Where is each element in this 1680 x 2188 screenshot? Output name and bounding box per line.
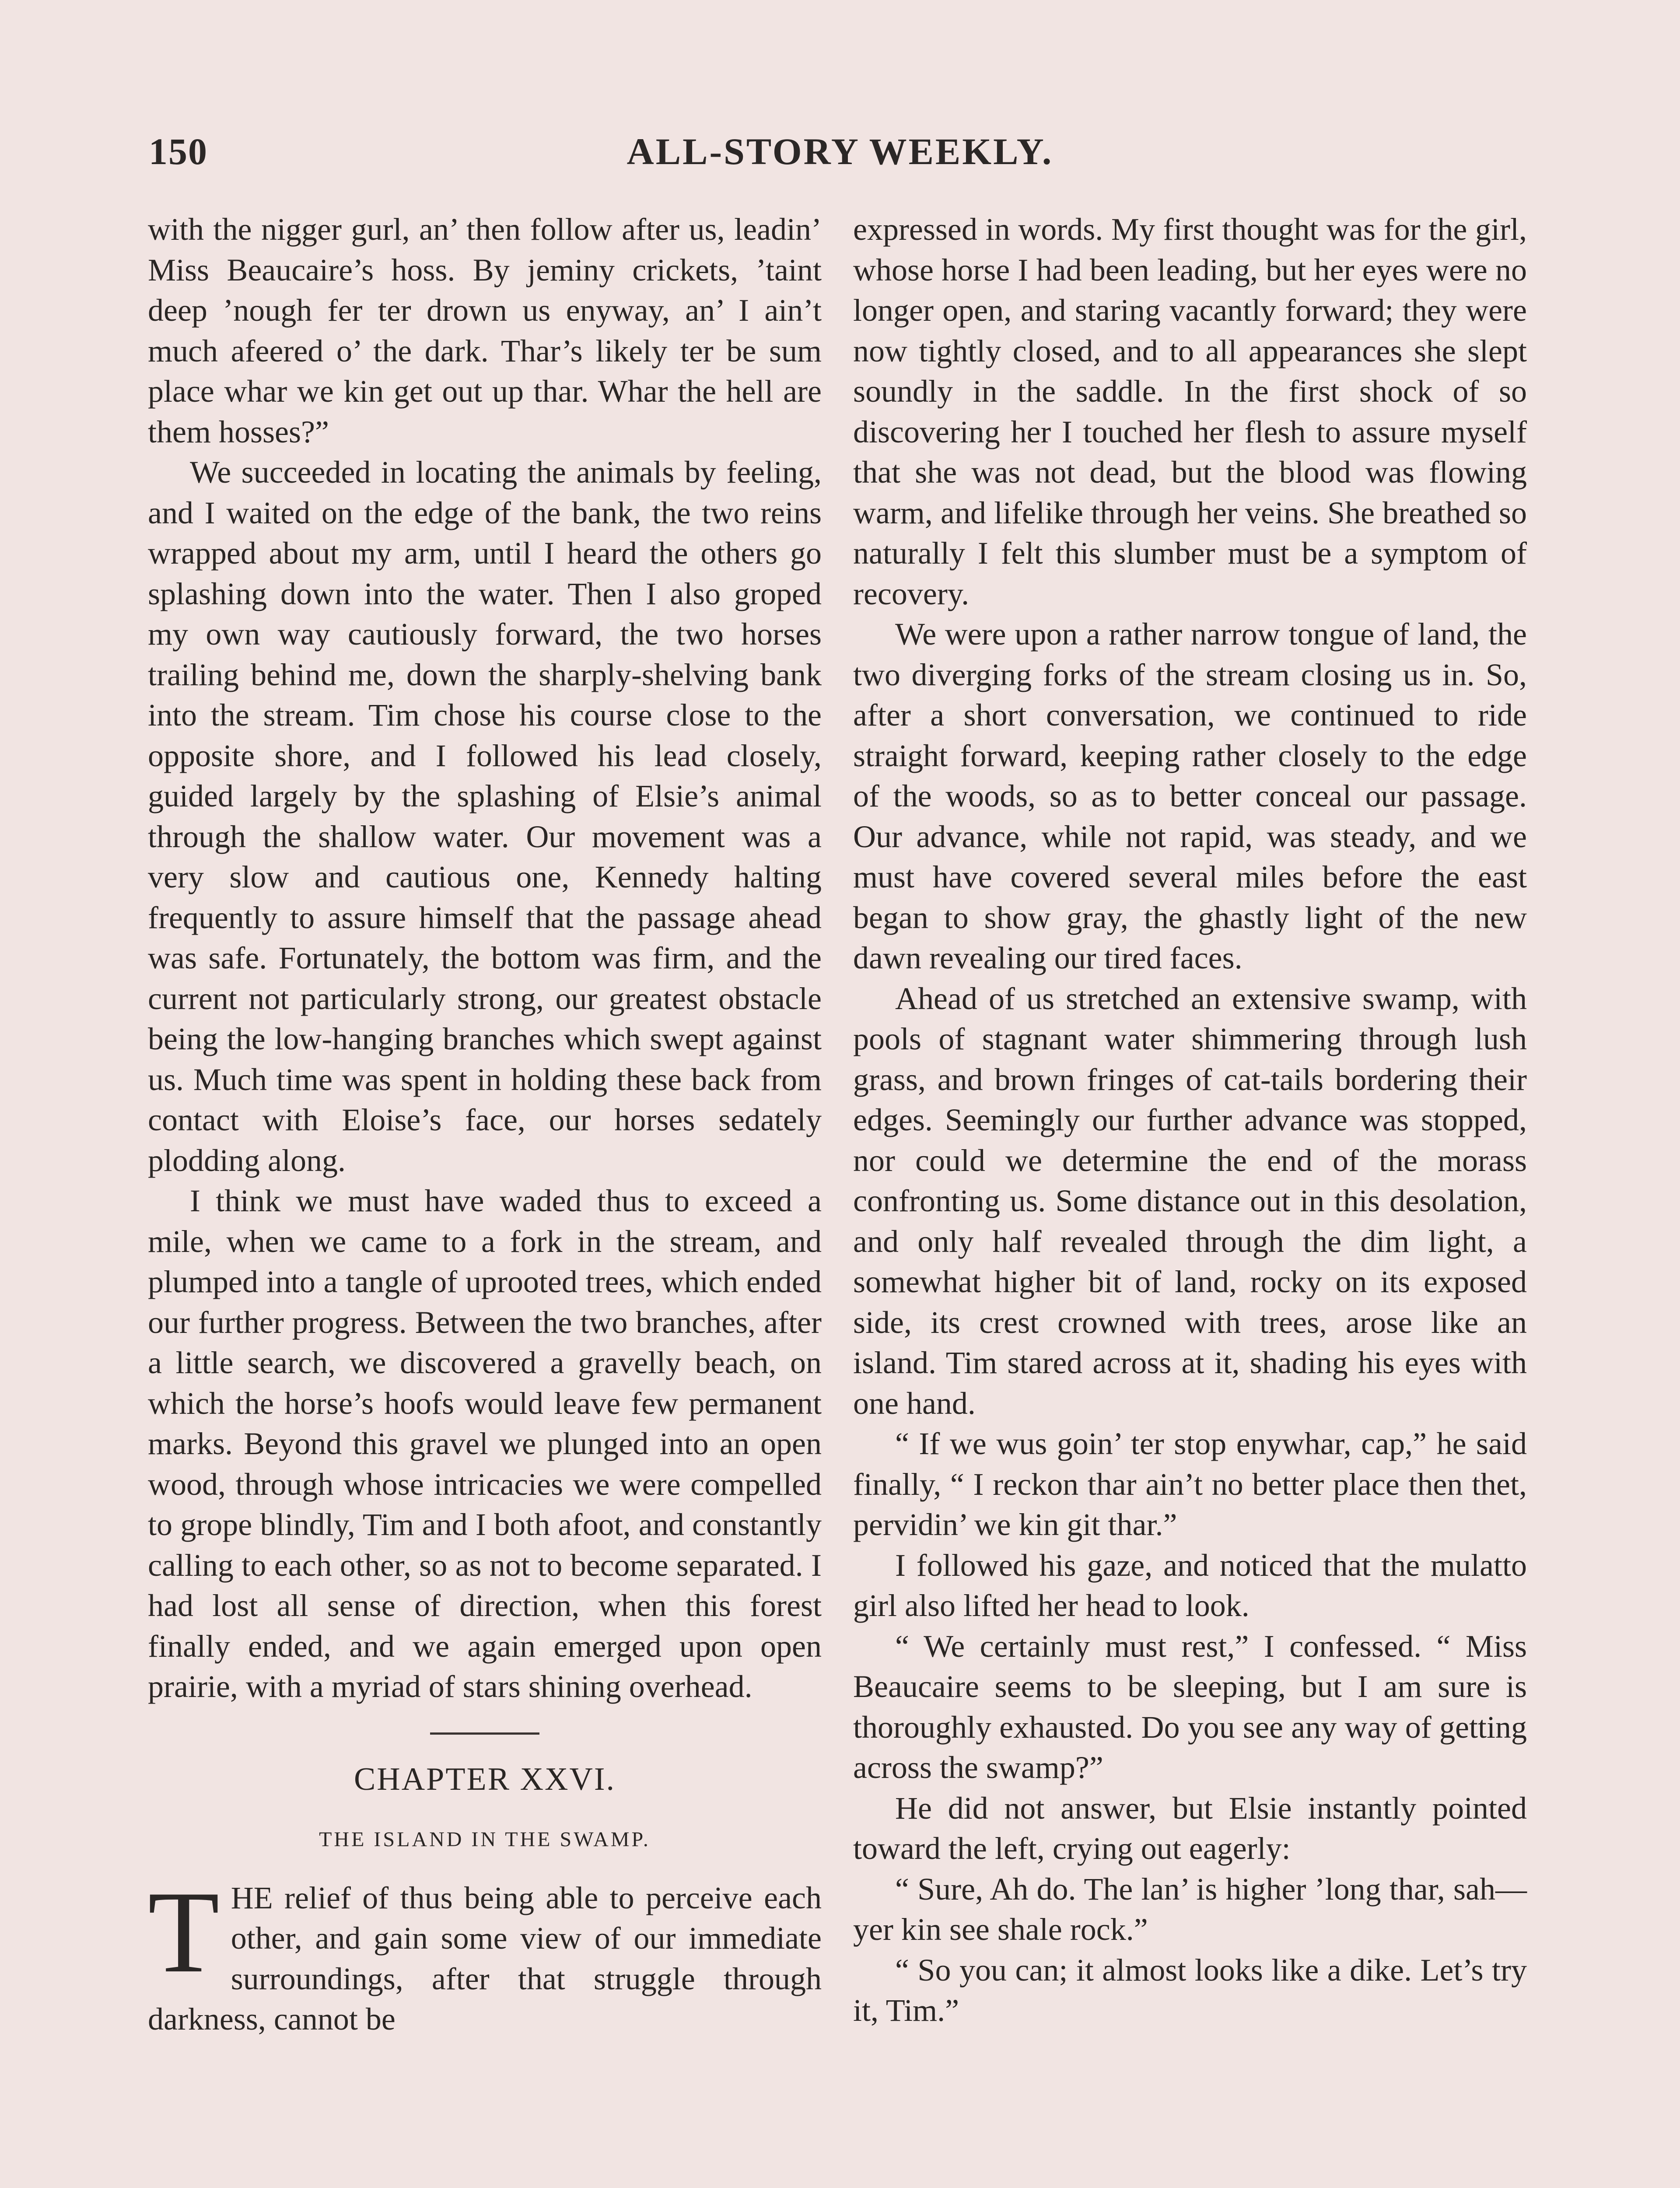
paragraph: I followed his gaze, and noticed that the mulatto girl also lifted her head to look. [853,1547,1527,1623]
chapter-opening-paragraph [148,1866,822,2040]
paragraph: “ We certainly must rest,” I confessed. “ Miss Beaucaire seems to be sleeping, but I am sure is thoroughly exhausted. Do you see any way of getting across the swamp?” [853,1628,1527,1785]
paragraph: Ahead of us stretched an extensive swamp, with pools of stagnant water shimmering through lush grass, and brown fringes of cat-tails bordering their edges. Seemingly our further advance was stopped, nor could we determine the end of the morass confronting us. Some distance out in this desolation, and only half revealed through the dim light, a somewhat higher bit of land, rocky on its exposed side, its crest crowned with trees, arose like an island. Tim stared across at it, shading his eyes with one hand. [853,981,1527,1421]
paragraph: We succeeded in locating the animals by feeling, and I waited on the edge of the bank, the two reins wrapped about my arm, until I heard the others go splashing down into the water. Then I also groped my own way cautiously forward, the two horses trailing behind me, down the sharply-shelving bank into the stream. Tim chose his course close to the opposite shore, and I followed his lead closely, guided largely by the splashing of Elsie’s animal through the shallow water. Our movement was a very slow and cautious one, Kennedy halting frequently to assure himself that the passage ahead was safe. Fortunately, the bottom was firm, and the current not particularly strong, our greatest obstacle being the low-hanging branches which swept against us. Much time was spent in holding these back from contact with Eloise’s face, our horses sedately plodding along. [148,455,822,1178]
page-header [149,130,1531,182]
paragraph: We were upon a rather narrow tongue of land, the two diverging forks of the stream closing us in. So, after a short conversation, we continued to ride straight forward, keeping rather closely to the edge of the woods, so as to better conceal our passage. Our advance, while not rapid, was steady, and we must have covered several miles before the east began to show gray, the ghastly light of the new dawn revealing our tired faces. [853,617,1527,975]
running-head: ALL-STORY WEEKLY. [626,130,1054,172]
left-column [148,209,822,2040]
chapter-subtitle: THE ISLAND IN THE SWAMP. [319,1828,651,1851]
paragraph: “ Sure, Ah do. The lan’ is higher ’long thar, sah—yer kin see shale rock.” [853,1871,1527,1947]
paragraph: expressed in words. My first thought was for the girl, whose horse I had been leading, but her eyes were no longer open, and staring vacantly forward; they were now tightly closed, and to all appearances she slept soundly in the saddle. In the first shock of so discovering her I touched her flesh to assure myself that she was not dead, but the blood was flowing warm, and lifelike through her veins. She breathed so naturally I felt this slumber must be a symptom of recovery. [853,212,1527,611]
chapter-heading: CHAPTER XXVI. [354,1761,616,1797]
right-column [853,209,1527,2031]
chapter-opening-text: HE relief of thus being able to perceive each other, and gain some view of our immediate surroundings, after that struggle through darkness, cannot be [148,1880,822,2037]
paragraph: “ If we wus goin’ ter stop enywhar, cap,” he said finally, “ I reckon thar ain’t no better place then thet, pervidin’ we kin git thar.” [853,1426,1527,1542]
page-number: 150 [149,130,208,172]
paragraph: I think we must have waded thus to exceed a mile, when we came to a fork in the stream, and plumped into a tangle of uprooted trees, which ended our further progress. Between the two branches, after a little search, we discovered a gravelly beach, on which the horse’s hoofs would leave few permanent marks. Beyond this gravel we plunged into an open wood, through whose intricacies we were compelled to grope blindly, Tim and I both afoot, and constantly calling to each other, so as not to become separated. I had lost all sense of direction, when this forest finally ended, and we again emerged upon open prairie, with a myriad of stars shining overhead. [148,1183,822,1704]
paragraph: “ So you can; it almost looks like a dike. Let’s try it, Tim.” [853,1952,1527,2028]
paragraph: He did not answer, but Elsie instantly pointed toward the left, crying out eagerly: [853,1790,1527,1866]
drop-cap: T [148,1866,220,1997]
section-divider [430,1732,539,1735]
paragraph: with the nigger gurl, an’ then follow after us, leadin’ Miss Beaucaire’s hoss. By jeminy crickets, ’taint deep ’nough fer ter drown us enyway, an’ I ain’t much afeered o’ the dark. Thar’s likely ter be sum place whar we kin get out up thar. Whar the hell are them hosses?” [148,212,822,449]
